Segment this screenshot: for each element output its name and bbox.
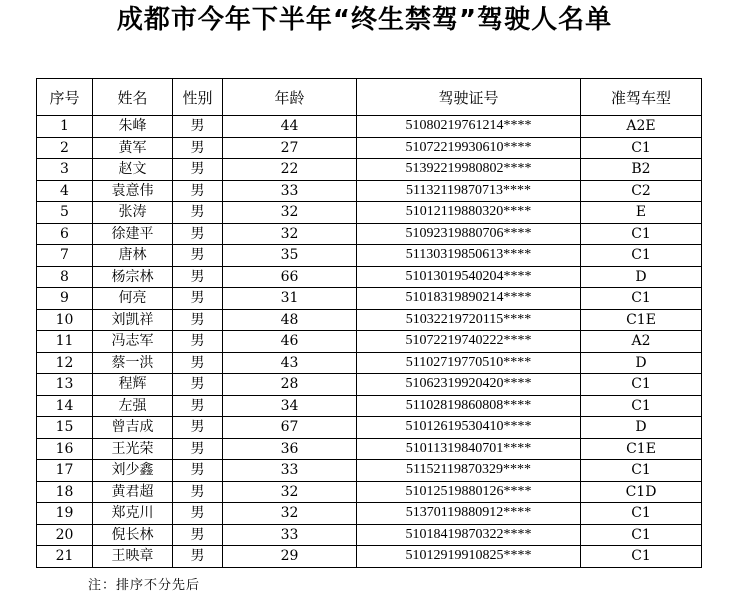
cell-seq: 2 [37, 137, 93, 159]
cell-vehicle-class: D [581, 417, 702, 439]
cell-license: 51032219720115**** [357, 309, 581, 331]
cell-vehicle-class: C1E [581, 438, 702, 460]
cell-name: 唐林 [93, 245, 173, 267]
table-row [37, 524, 702, 546]
cell-license: 51011319840701**** [357, 438, 581, 460]
table-row [37, 202, 702, 224]
cell-age: 32 [223, 223, 357, 245]
cell-seq: 5 [37, 202, 93, 224]
cell-license: 51018319890214**** [357, 288, 581, 310]
cell-license: 51012919910825**** [357, 546, 581, 568]
cell-vehicle-class: C1D [581, 481, 702, 503]
cell-sex: 男 [173, 546, 223, 568]
cell-age: 43 [223, 352, 357, 374]
cell-vehicle-class: C1E [581, 309, 702, 331]
cell-vehicle-class: C1 [581, 546, 702, 568]
cell-vehicle-class: A2 [581, 331, 702, 353]
cell-age: 36 [223, 438, 357, 460]
cell-name: 程辉 [93, 374, 173, 396]
table-row [37, 331, 702, 353]
cell-seq: 13 [37, 374, 93, 396]
cell-name: 冯志军 [93, 331, 173, 353]
table-row [37, 288, 702, 310]
table-header-row [37, 79, 702, 116]
cell-vehicle-class: B2 [581, 159, 702, 181]
table-row [37, 438, 702, 460]
cell-seq: 14 [37, 395, 93, 417]
cell-vehicle-class: D [581, 352, 702, 374]
cell-seq: 8 [37, 266, 93, 288]
cell-age: 28 [223, 374, 357, 396]
table-row [37, 546, 702, 568]
cell-seq: 19 [37, 503, 93, 525]
cell-vehicle-class: C2 [581, 180, 702, 202]
cell-license: 51392219980802**** [357, 159, 581, 181]
cell-license: 51132119870713**** [357, 180, 581, 202]
cell-vehicle-class: C1 [581, 374, 702, 396]
cell-name: 杨宗林 [93, 266, 173, 288]
cell-license: 51062319920420**** [357, 374, 581, 396]
cell-sex: 男 [173, 137, 223, 159]
cell-license: 51130319850613**** [357, 245, 581, 267]
cell-age: 67 [223, 417, 357, 439]
header-sex: 性别 [173, 79, 223, 116]
cell-license: 51102719770510**** [357, 352, 581, 374]
cell-seq: 21 [37, 546, 93, 568]
cell-age: 32 [223, 503, 357, 525]
cell-age: 33 [223, 524, 357, 546]
cell-sex: 男 [173, 180, 223, 202]
header-vehicle-class: 准驾车型 [581, 79, 702, 116]
cell-name: 何亮 [93, 288, 173, 310]
cell-license: 51072219740222**** [357, 331, 581, 353]
cell-age: 34 [223, 395, 357, 417]
cell-sex: 男 [173, 438, 223, 460]
cell-age: 32 [223, 481, 357, 503]
cell-license: 51012519880126**** [357, 481, 581, 503]
cell-name: 刘凯祥 [93, 309, 173, 331]
cell-vehicle-class: A2E [581, 116, 702, 138]
table-row [37, 417, 702, 439]
cell-seq: 11 [37, 331, 93, 353]
cell-vehicle-class: C1 [581, 288, 702, 310]
cell-sex: 男 [173, 288, 223, 310]
cell-name: 朱峰 [93, 116, 173, 138]
cell-sex: 男 [173, 245, 223, 267]
header-license: 驾驶证号 [357, 79, 581, 116]
table-body [37, 116, 702, 568]
cell-seq: 1 [37, 116, 93, 138]
cell-name: 郑克川 [93, 503, 173, 525]
table-row [37, 460, 702, 482]
cell-vehicle-class: C1 [581, 137, 702, 159]
cell-name: 黄军 [93, 137, 173, 159]
cell-seq: 10 [37, 309, 93, 331]
cell-vehicle-class: C1 [581, 223, 702, 245]
cell-license: 51102819860808**** [357, 395, 581, 417]
cell-sex: 男 [173, 460, 223, 482]
cell-seq: 17 [37, 460, 93, 482]
table-row [37, 481, 702, 503]
table-row [37, 180, 702, 202]
cell-license: 51012119880320**** [357, 202, 581, 224]
cell-seq: 4 [37, 180, 93, 202]
driver-roster-table [36, 78, 702, 568]
cell-age: 33 [223, 180, 357, 202]
table-row [37, 223, 702, 245]
cell-name: 左强 [93, 395, 173, 417]
cell-name: 赵文 [93, 159, 173, 181]
cell-license: 51080219761214**** [357, 116, 581, 138]
cell-name: 黄君超 [93, 481, 173, 503]
cell-seq: 20 [37, 524, 93, 546]
cell-vehicle-class: E [581, 202, 702, 224]
cell-license: 51092319880706**** [357, 223, 581, 245]
cell-seq: 7 [37, 245, 93, 267]
cell-age: 46 [223, 331, 357, 353]
footnote: 注：排序不分先后 [88, 578, 201, 593]
cell-vehicle-class: C1 [581, 524, 702, 546]
cell-seq: 12 [37, 352, 93, 374]
cell-sex: 男 [173, 202, 223, 224]
cell-sex: 男 [173, 331, 223, 353]
cell-sex: 男 [173, 417, 223, 439]
cell-name: 徐建平 [93, 223, 173, 245]
cell-name: 张涛 [93, 202, 173, 224]
cell-seq: 18 [37, 481, 93, 503]
cell-age: 48 [223, 309, 357, 331]
cell-sex: 男 [173, 159, 223, 181]
cell-name: 蔡一洪 [93, 352, 173, 374]
cell-seq: 16 [37, 438, 93, 460]
cell-sex: 男 [173, 352, 223, 374]
table-row [37, 395, 702, 417]
cell-license: 51013019540204**** [357, 266, 581, 288]
cell-seq: 6 [37, 223, 93, 245]
cell-sex: 男 [173, 503, 223, 525]
cell-name: 曾吉成 [93, 417, 173, 439]
table-row [37, 374, 702, 396]
cell-license: 51012619530410**** [357, 417, 581, 439]
cell-age: 66 [223, 266, 357, 288]
cell-sex: 男 [173, 374, 223, 396]
cell-vehicle-class: C1 [581, 395, 702, 417]
cell-name: 刘少鑫 [93, 460, 173, 482]
table-row [37, 503, 702, 525]
header-seq: 序号 [37, 79, 93, 116]
table-row [37, 137, 702, 159]
cell-vehicle-class: C1 [581, 245, 702, 267]
table-row [37, 309, 702, 331]
cell-seq: 3 [37, 159, 93, 181]
cell-vehicle-class: C1 [581, 460, 702, 482]
cell-sex: 男 [173, 309, 223, 331]
table-row [37, 159, 702, 181]
cell-age: 29 [223, 546, 357, 568]
table-row [37, 352, 702, 374]
cell-sex: 男 [173, 395, 223, 417]
table-row [37, 266, 702, 288]
cell-sex: 男 [173, 481, 223, 503]
page-title: 成都市今年下半年“终生禁驾”驾驶人名单 [116, 5, 613, 35]
header-name: 姓名 [93, 79, 173, 116]
cell-name: 王光荣 [93, 438, 173, 460]
cell-license: 51152119870329**** [357, 460, 581, 482]
cell-age: 44 [223, 116, 357, 138]
cell-sex: 男 [173, 266, 223, 288]
cell-license: 51018419870322**** [357, 524, 581, 546]
cell-age: 31 [223, 288, 357, 310]
cell-name: 王映章 [93, 546, 173, 568]
cell-age: 33 [223, 460, 357, 482]
cell-license: 51072219930610**** [357, 137, 581, 159]
table-row [37, 116, 702, 138]
cell-age: 32 [223, 202, 357, 224]
cell-license: 51370119880912**** [357, 503, 581, 525]
cell-seq: 15 [37, 417, 93, 439]
cell-age: 35 [223, 245, 357, 267]
cell-vehicle-class: C1 [581, 503, 702, 525]
cell-name: 袁意伟 [93, 180, 173, 202]
cell-sex: 男 [173, 116, 223, 138]
cell-sex: 男 [173, 223, 223, 245]
cell-name: 倪长林 [93, 524, 173, 546]
cell-vehicle-class: D [581, 266, 702, 288]
cell-sex: 男 [173, 524, 223, 546]
header-age: 年龄 [223, 79, 357, 116]
table-row [37, 245, 702, 267]
cell-age: 27 [223, 137, 357, 159]
cell-age: 22 [223, 159, 357, 181]
cell-seq: 9 [37, 288, 93, 310]
